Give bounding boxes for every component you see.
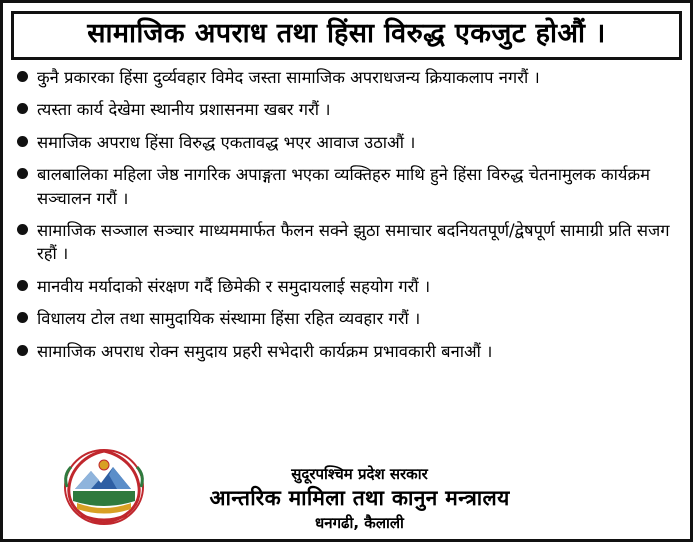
bullet-dot-icon [17,345,28,356]
bullet-dot-icon [17,224,28,235]
list-item-text: कुनै प्रकारका हिंसा दुर्व्यवहार विमेद जस्ता सामाजिक अपराधजन्य क्रियाकलाप नगरौं । [37,67,540,87]
list-item-text: समाजिक अपराध हिंसा विरुद्ध एकतावद्ध भएर आवाज उठाऔं । [37,132,416,152]
list-item [17,131,678,154]
list-item [17,163,678,210]
list-item-text: बालबालिका महिला जेष्ठ नागरिक अपाङ्गता भएका व्यक्तिहरु माथि हुने हिंसा विरुद्ध चेतनामुलक कार्यक्रम सञ्चालन गरौं । [37,165,650,208]
list-item [17,340,678,363]
bullet-dot-icon [17,312,28,323]
list-item [17,66,678,89]
list-item-text: सामाजिक सञ्जाल सञ्चार माध्यममार्फत फैलन सक्ने झुठा समाचार बदनियतपूर्ण/द्वेषपूर्ण सामाग्री प्रति सजग रहौं । [37,220,670,264]
bullet-dot-icon [17,280,28,291]
footer-ministry-line: आन्तरिक मामिला तथा कानुन मन्त्रालय [209,486,510,511]
footer-block [3,465,690,533]
list-item-text: त्यस्ता कार्य देखेमा स्थानीय प्रशासनमा खबर गरौं । [37,100,331,120]
bullet-dot-icon [17,71,28,82]
bullet-dot-icon [17,103,28,114]
bullet-dot-icon [17,168,28,179]
page-title: सामाजिक अपराध तथा हिंसा विरुद्ध एकजुट होऔं । [11,11,682,60]
list-item-text: सामाजिक अपराध रोक्न समुदाय प्रहरी सभेदारी कार्यक्रम प्रभावकारी बनाऔं । [37,341,493,361]
list-item [17,219,678,266]
bullet-list [17,66,678,363]
bullet-dot-icon [17,136,28,147]
list-item [17,275,678,298]
footer-government-line: सुदूरपश्चिम प्रदेश सरकार [291,464,428,483]
list-item [17,98,678,121]
list-item-text: विधालय टोल तथा सामुदायिक संस्थामा हिंसा रहित व्यवहार गरौं । [37,309,421,329]
footer-location-line: धनगढी, कैलाली [315,513,404,532]
list-item-text: मानवीय मर्यादाको संरक्षण गर्दै छिमेकी र समुदायलाई सहयोग गरौं । [37,276,431,296]
list-item [17,307,678,330]
